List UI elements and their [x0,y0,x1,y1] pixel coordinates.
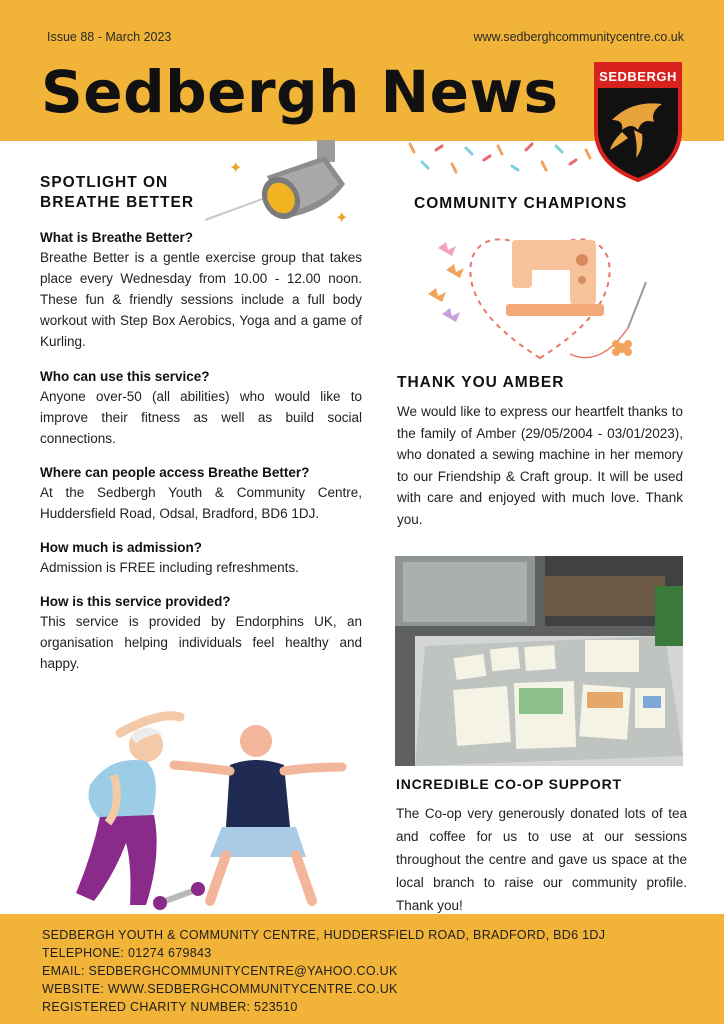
section-answer: Anyone over-50 (all abilities) who would like to improve their fitness as well as build social connections. [40,389,362,446]
issue-date: Issue 88 - March 2023 [47,30,172,44]
spotlight-section [40,465,362,524]
sparkle-icon: ✦ [229,160,243,177]
sewing-illustration [420,218,660,368]
footer-email[interactable]: EMAIL: SEDBERGHCOMMUNITYCENTRE@YAHOO.CO.UK [42,964,398,978]
coop-body: The Co-op very generously donated lots of tea and coffee for us to use at our sessions throughout the centre and gave us space at the local branch to raise our community profile. Thank you! [396,806,687,913]
champions-heading: COMMUNITY CHAMPIONS [414,195,628,212]
amber-body: We would like to express our heartfelt thanks to the family of Amber (29/05/2004 - 03/01/2023), who donated a sewing machine in her memory to our Friendship & Craft group. It will be used with care and enjoyed with much love. Thank you. [397,404,683,527]
footer-telephone: TELEPHONE: 01274 679843 [42,946,212,960]
page-title: Sedbergh News [41,58,559,126]
eagle-crest-logo [592,60,684,182]
header-website: www.sedberghcommunitycentre.co.uk [473,30,684,44]
spotlight-heading-line1: SPOTLIGHT ON [40,174,169,191]
section-question: What is Breathe Better? [40,230,194,245]
needle-icon [628,282,646,328]
spotlight-section [40,540,362,578]
spotlight-section [40,594,362,674]
confetti-decoration [400,140,600,190]
spotlight-heading-line2: BREATHE BETTER [40,194,195,211]
section-question: Who can use this service? [40,369,210,384]
footer-address: SEDBERGH YOUTH & COMMUNITY CENTRE, HUDDERSFIELD ROAD, BRADFORD, BD6 1DJ [42,928,606,942]
dumbbell-icon [153,882,205,910]
amber-heading: THANK YOU AMBER [397,374,565,391]
flower-icon [612,340,632,356]
section-question: How is this service provided? [40,594,231,609]
logo-text: SEDBERGH [599,69,677,84]
coop-photo [395,556,683,766]
spotlight-section [40,369,362,449]
exercise-illustration [50,705,360,915]
sewing-machine-icon [506,240,604,316]
footer-website[interactable]: WEBSITE: WWW.SEDBERGHCOMMUNITYCENTRE.CO.UK [42,982,398,996]
footer-charity: REGISTERED CHARITY NUMBER: 523510 [42,1000,298,1014]
butterfly-icon [428,242,464,322]
spotlight-heading [40,173,194,213]
coop-heading: INCREDIBLE CO-OP SUPPORT [396,776,622,792]
section-question: Where can people access Breathe Better? [40,465,310,480]
section-answer: Breathe Better is a gentle exercise group that takes place every Wednesday from 10.00 - 12.00 noon. These fun & friendly sessions include a full body workout with Step Box Aerobics, Yoga and a game of Kurling. [40,250,362,349]
section-question: How much is admission? [40,540,203,555]
sparkle-icon: ✦ [335,210,349,227]
spotlight-section [40,230,362,352]
section-answer: Admission is FREE including refreshments. [40,560,299,575]
section-answer: At the Sedbergh Youth & Community Centre, Huddersfield Road, Odsal, Bradford, BD6 1DJ. [40,485,362,521]
section-answer: This service is provided by Endorphins UK, an organisation helping individuals feel healthy and happy. [40,614,362,671]
